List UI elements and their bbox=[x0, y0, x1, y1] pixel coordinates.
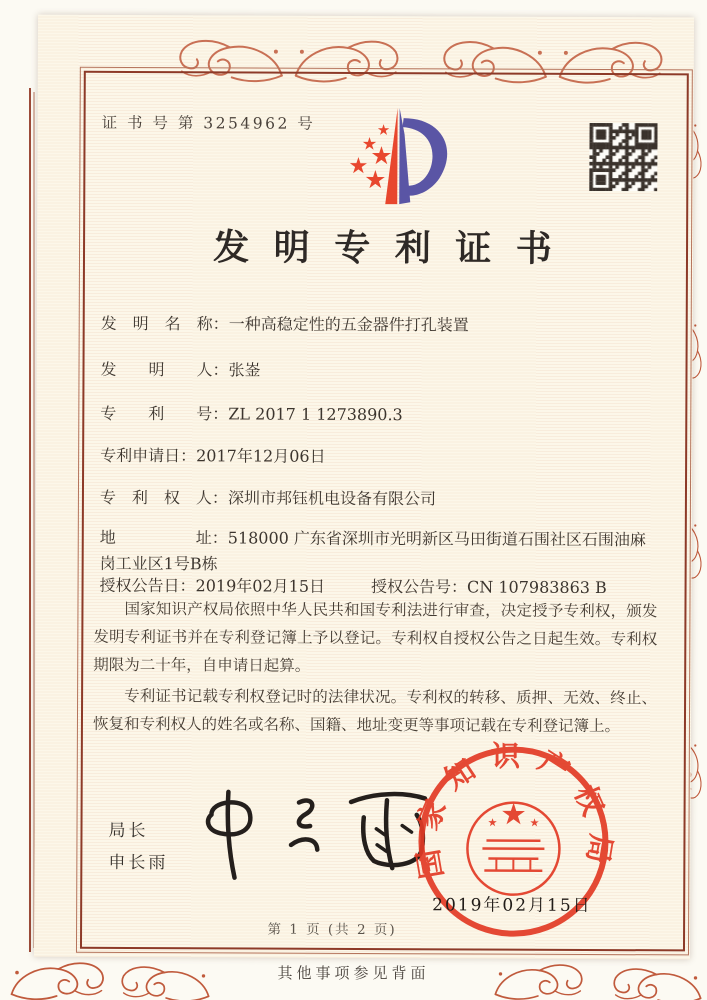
cnipa-logo bbox=[331, 100, 472, 219]
legal-paragraph-2: 专利证书记载专利权登记时的法律状况。专利权的转移、质押、无效、终止、恢复和专利权人的姓名或名称、国籍、地址变更等事项记载在专利登记簿上。 bbox=[92, 686, 658, 735]
seal-date: 2019年02月15日 bbox=[432, 895, 592, 916]
field-label: 专利申请日： bbox=[100, 445, 197, 466]
field-application-date bbox=[100, 443, 656, 471]
field-value: ZL 2017 1 1273890.3 bbox=[228, 404, 403, 425]
seal-text: 国家知识产权局 bbox=[408, 738, 619, 882]
grant-date-label: 授权公告日： bbox=[99, 575, 196, 596]
signer-name: 申长雨 bbox=[108, 852, 169, 874]
field-invention-name bbox=[101, 311, 657, 339]
legal-paragraph-1: 国家知识产权局依照中华人民共和国专利法进行审查，决定授予专利权，颁发发明专利证书并在专利登记簿上予以登记。专利权自授权公告之日起生效。专利权期限为二十年，自申请日起算。 bbox=[93, 599, 658, 676]
field-label: 发 明 名 称： bbox=[100, 313, 229, 334]
field-inventor bbox=[100, 357, 656, 385]
legal-text bbox=[93, 595, 658, 742]
signer-block bbox=[108, 815, 168, 879]
field-value: 518000 广东省深圳市光明新区马田街道石围社区石围油麻岗工业区1号B栋 bbox=[99, 528, 647, 574]
grant-no-value: CN 107983863 B bbox=[467, 577, 607, 598]
signer-title: 局长 bbox=[108, 820, 149, 842]
field-value: 张崟 bbox=[228, 360, 261, 380]
page-number: 第 1 页 (共 2 页) bbox=[267, 921, 397, 939]
field-patentee bbox=[100, 485, 656, 513]
field-address bbox=[100, 525, 656, 579]
qr-code bbox=[589, 123, 657, 191]
field-label: 专 利 号： bbox=[100, 403, 229, 424]
grant-date-value: 2019年02月15日 bbox=[195, 576, 326, 596]
field-value: 2017年12月06日 bbox=[196, 446, 326, 466]
top-scroll-ornament bbox=[156, 31, 686, 95]
certificate-number: 证 书 号 第 3254962 号 bbox=[101, 113, 316, 133]
grant-no-label: 授权公告号： bbox=[370, 577, 468, 597]
certificate-title: 发 明 专 利 证 书 bbox=[213, 226, 558, 270]
field-value: 一种高稳定性的五金器件打孔装置 bbox=[228, 314, 469, 335]
footer-note: 其他事项参见背面 bbox=[277, 964, 430, 982]
field-label: 专 利 权 人： bbox=[99, 487, 229, 508]
certificate-paper bbox=[34, 15, 694, 960]
field-value: 深圳市邦钰机电设备有限公司 bbox=[227, 488, 437, 509]
field-label: 发 明 人： bbox=[100, 359, 229, 380]
field-patent-number bbox=[100, 401, 656, 429]
field-label: 地 址： bbox=[99, 527, 228, 548]
